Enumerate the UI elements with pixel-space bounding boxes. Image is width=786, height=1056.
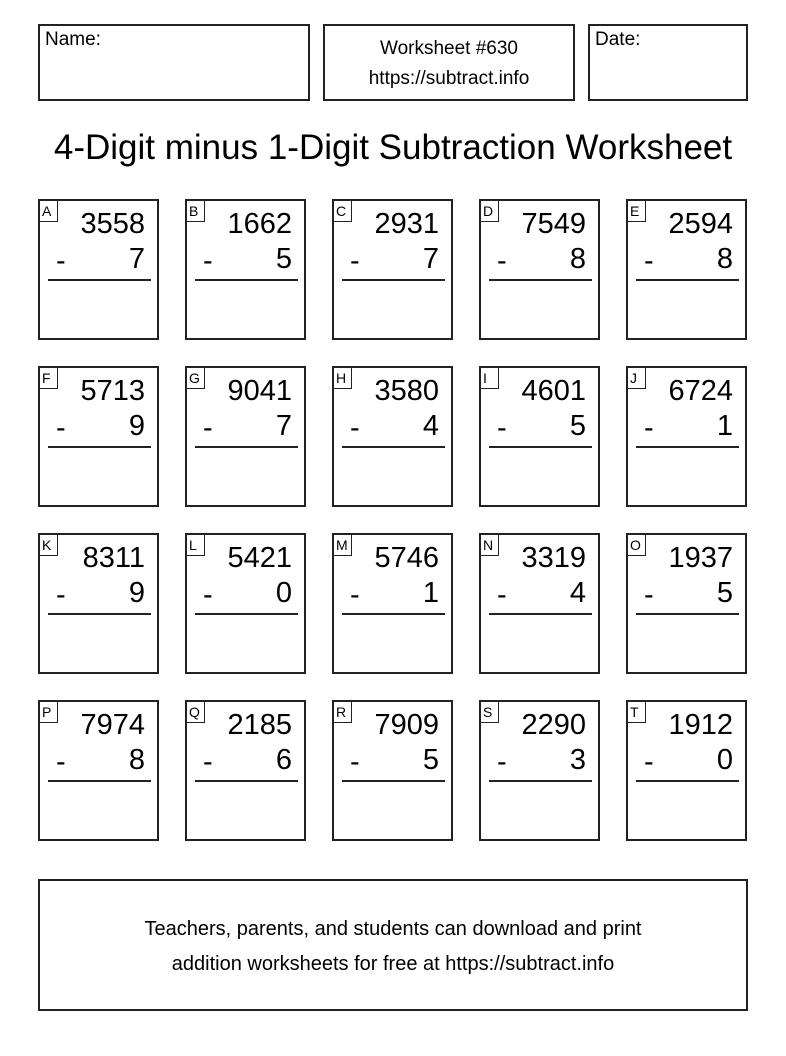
subtrahend: 7 <box>275 410 292 442</box>
problem-letter: E <box>627 200 646 222</box>
problem-letter: O <box>627 534 646 556</box>
problem-card[interactable] <box>332 199 453 340</box>
problem-card[interactable] <box>38 199 159 340</box>
problem-card[interactable] <box>479 700 600 841</box>
date-field[interactable] <box>588 24 748 101</box>
subtrahend: 1 <box>422 577 439 609</box>
minus-sign: - <box>497 746 507 778</box>
minus-sign: - <box>56 579 66 611</box>
name-label: Name: <box>45 29 101 50</box>
minus-sign: - <box>644 579 654 611</box>
problem-letter: K <box>39 534 58 556</box>
subtrahend: 9 <box>128 577 145 609</box>
answer-line <box>48 446 151 448</box>
minus-sign: - <box>56 412 66 444</box>
problem-card[interactable] <box>38 533 159 674</box>
problem-letter: J <box>627 367 646 389</box>
minuend: 3580 <box>374 375 439 407</box>
subtrahend: 8 <box>716 243 733 275</box>
subtrahend: 7 <box>422 243 439 275</box>
subtrahend: 4 <box>422 410 439 442</box>
worksheet-number: Worksheet #630 <box>379 38 518 59</box>
problem-card[interactable] <box>38 366 159 507</box>
answer-line <box>195 279 298 281</box>
minuend: 8311 <box>82 542 145 574</box>
minuend: 2185 <box>227 709 292 741</box>
answer-line <box>48 279 151 281</box>
name-field[interactable] <box>38 24 310 101</box>
problem-letter: I <box>480 367 499 389</box>
subtrahend: 5 <box>275 243 292 275</box>
answer-line <box>489 780 592 782</box>
minus-sign: - <box>497 412 507 444</box>
minuend: 7549 <box>521 208 586 240</box>
minus-sign: - <box>56 245 66 277</box>
problem-letter: F <box>39 367 58 389</box>
minus-sign: - <box>203 245 213 277</box>
minuend: 1662 <box>227 208 292 240</box>
minuend: 1912 <box>668 709 733 741</box>
answer-line <box>342 446 445 448</box>
minuend: 5746 <box>374 542 439 574</box>
problem-letter: T <box>627 701 646 723</box>
minuend: 9041 <box>227 375 292 407</box>
subtrahend: 1 <box>716 410 733 442</box>
subtrahend: 8 <box>128 744 145 776</box>
problem-card[interactable] <box>38 700 159 841</box>
answer-line <box>636 613 739 615</box>
problem-letter: P <box>39 701 58 723</box>
minuend: 3558 <box>80 208 145 240</box>
problem-card[interactable] <box>626 700 747 841</box>
minus-sign: - <box>350 746 360 778</box>
answer-line <box>636 780 739 782</box>
answer-line <box>342 279 445 281</box>
minus-sign: - <box>203 746 213 778</box>
footer-line-1: Teachers, parents, and students can download and print <box>144 918 642 940</box>
answer-line <box>342 780 445 782</box>
problem-letter: B <box>186 200 205 222</box>
minuend: 2594 <box>668 208 733 240</box>
minus-sign: - <box>497 245 507 277</box>
subtrahend: 5 <box>422 744 439 776</box>
problem-card[interactable] <box>185 199 306 340</box>
answer-line <box>636 446 739 448</box>
answer-line <box>48 613 151 615</box>
minuend: 1937 <box>668 542 733 574</box>
minuend: 6724 <box>668 375 733 407</box>
problem-card[interactable] <box>332 366 453 507</box>
minuend: 3319 <box>521 542 586 574</box>
footer-note <box>38 879 748 1011</box>
problem-card[interactable] <box>479 533 600 674</box>
problem-letter: N <box>480 534 499 556</box>
subtrahend: 5 <box>569 410 586 442</box>
footer-line-2: addition worksheets for free at https://subtract.info <box>171 953 615 975</box>
problem-letter: S <box>480 701 499 723</box>
date-label: Date: <box>595 29 641 50</box>
subtrahend: 4 <box>569 577 586 609</box>
problem-card[interactable] <box>626 533 747 674</box>
subtrahend: 3 <box>569 744 586 776</box>
problem-letter: D <box>480 200 499 222</box>
answer-line <box>195 780 298 782</box>
minuend: 4601 <box>521 375 586 407</box>
minus-sign: - <box>497 579 507 611</box>
minus-sign: - <box>56 746 66 778</box>
minus-sign: - <box>203 579 213 611</box>
problem-letter: C <box>333 200 352 222</box>
problem-letter: Q <box>186 701 205 723</box>
answer-line <box>48 780 151 782</box>
worksheet-info-box <box>323 24 575 101</box>
minuend: 2931 <box>374 208 439 240</box>
minuend: 7974 <box>80 709 145 741</box>
problem-letter: L <box>186 534 205 556</box>
problem-card[interactable] <box>185 700 306 841</box>
answer-line <box>489 446 592 448</box>
worksheet-url: https://subtract.info <box>368 68 530 89</box>
problem-letter: M <box>333 534 352 556</box>
problem-card[interactable] <box>185 366 306 507</box>
subtrahend: 9 <box>128 410 145 442</box>
minuend: 5421 <box>227 542 292 574</box>
subtrahend: 8 <box>569 243 586 275</box>
minuend: 5713 <box>80 375 145 407</box>
problem-card[interactable] <box>626 199 747 340</box>
subtrahend: 7 <box>128 243 145 275</box>
problem-card[interactable] <box>185 533 306 674</box>
problem-letter: R <box>333 701 352 723</box>
minus-sign: - <box>350 412 360 444</box>
problem-letter: A <box>39 200 58 222</box>
problem-card[interactable] <box>332 700 453 841</box>
problem-letter: G <box>186 367 205 389</box>
subtrahend: 0 <box>275 577 292 609</box>
page-title: 4-Digit minus 1-Digit Subtraction Worksheet <box>53 128 733 167</box>
answer-line <box>342 613 445 615</box>
minuend: 7909 <box>374 709 439 741</box>
problem-letter: H <box>333 367 352 389</box>
minuend: 2290 <box>521 709 586 741</box>
minus-sign: - <box>203 412 213 444</box>
problem-card[interactable] <box>479 199 600 340</box>
minus-sign: - <box>644 245 654 277</box>
problem-card[interactable] <box>479 366 600 507</box>
answer-line <box>195 613 298 615</box>
subtrahend: 0 <box>716 744 733 776</box>
answer-line <box>636 279 739 281</box>
minus-sign: - <box>644 412 654 444</box>
answer-line <box>195 446 298 448</box>
answer-line <box>489 279 592 281</box>
minus-sign: - <box>350 579 360 611</box>
subtrahend: 5 <box>716 577 733 609</box>
minus-sign: - <box>644 746 654 778</box>
problem-card[interactable] <box>626 366 747 507</box>
answer-line <box>489 613 592 615</box>
minus-sign: - <box>350 245 360 277</box>
problem-card[interactable] <box>332 533 453 674</box>
subtrahend: 6 <box>275 744 292 776</box>
